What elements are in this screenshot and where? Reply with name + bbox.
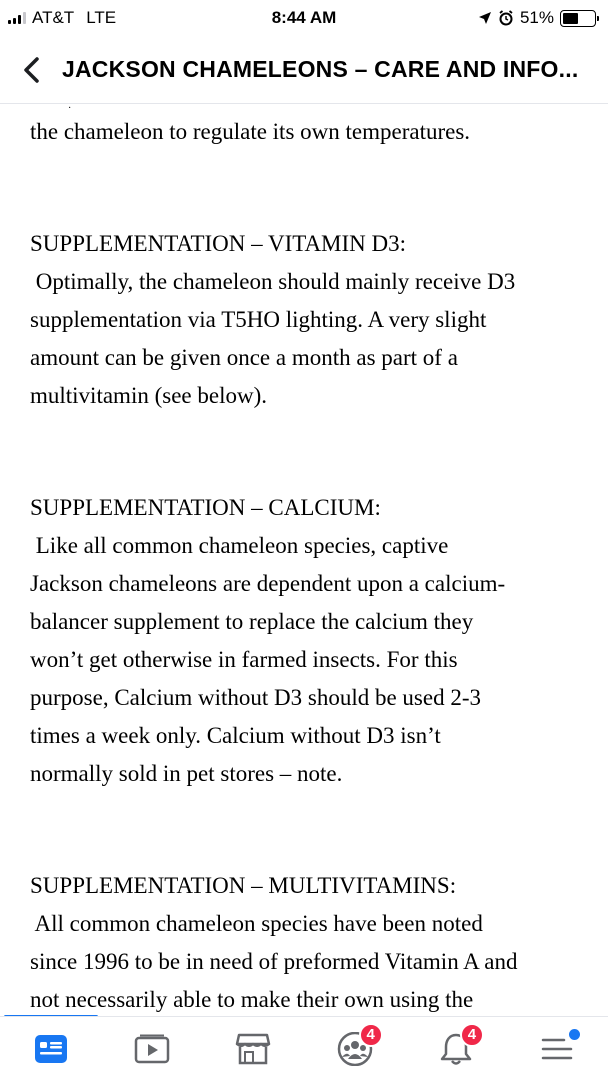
- news-feed-icon: [34, 1034, 68, 1064]
- back-button[interactable]: [22, 50, 52, 90]
- paragraph-line: won’t get otherwise in farmed insects. For this: [30, 647, 458, 672]
- location-arrow-icon: [478, 11, 492, 25]
- groups-badge: 4: [359, 1023, 383, 1047]
- notifications-badge: 4: [460, 1023, 484, 1047]
- status-left: [8, 8, 116, 28]
- network-label: LTE: [86, 8, 117, 27]
- bottom-tab-bar: [0, 1016, 608, 1080]
- tab-marketplace[interactable]: [213, 1019, 293, 1079]
- paragraph-line: since 1996 to be in need of preformed Vitamin A and: [30, 949, 518, 974]
- paragraph-line: Like all common chameleon species, captive: [30, 533, 449, 558]
- paragraph-line: supplementation via T5HO lighting. A very slight: [30, 307, 487, 332]
- carrier-label: AT&T: [32, 8, 75, 27]
- paragraph-line: Optimally, the chameleon should mainly receive D3: [30, 269, 516, 294]
- status-time: 8:44 AM: [271, 8, 337, 27]
- paragraph-line: purpose, Calcium without D3 should be used 2-3: [30, 685, 482, 710]
- video-play-icon: [134, 1034, 170, 1064]
- tab-notifications[interactable]: [416, 1019, 496, 1079]
- chevron-left-icon: [22, 56, 40, 84]
- header-nav: [0, 36, 608, 104]
- page-title: JACKSON CHAMELEONS – CARE AND INFO...: [62, 56, 579, 82]
- tab-menu[interactable]: [517, 1019, 597, 1079]
- paragraph-line: All common chameleon species have been noted: [30, 911, 483, 936]
- menu-notification-dot: [569, 1029, 580, 1040]
- section-heading: SUPPLEMENTATION – MULTIVITAMINS:: [30, 873, 457, 898]
- section-heading: SUPPLEMENTATION – CALCIUM:: [30, 495, 381, 520]
- paragraph-line: times a week only. Calcium without D3 isn’t: [30, 723, 441, 748]
- battery-fill: [563, 13, 578, 24]
- paragraph-line: balancer supplement to replace the calcium they: [30, 609, 474, 634]
- status-right: [478, 8, 596, 28]
- paragraph-line: normally sold in pet stores – note.: [30, 761, 343, 786]
- battery-percent: 51%: [519, 8, 554, 27]
- tab-groups[interactable]: [315, 1019, 395, 1079]
- paragraph-line: not necessarily able to make their own using the: [30, 987, 474, 1012]
- paragraph-line: amount can be given once a month as part of a: [30, 345, 458, 370]
- signal-icon: [8, 12, 26, 24]
- paragraph-line: Jackson chameleons are dependent upon a calcium-: [30, 571, 506, 596]
- tab-news-feed[interactable]: [11, 1019, 91, 1079]
- paragraph-line: multivitamin (see below).: [30, 383, 267, 408]
- article-text-fragment: the chameleon to regulate its own temperatures.: [30, 119, 471, 144]
- tab-watch[interactable]: [112, 1019, 192, 1079]
- article-body: [0, 105, 608, 1015]
- alarm-icon: [498, 10, 514, 26]
- marketplace-icon: [235, 1033, 271, 1065]
- battery-icon: [560, 10, 596, 27]
- section-heading: SUPPLEMENTATION – VITAMIN D3:: [30, 231, 407, 256]
- status-bar: [0, 0, 608, 36]
- cut-off-text-marker: ·: [68, 105, 72, 114]
- menu-icon: [540, 1034, 574, 1064]
